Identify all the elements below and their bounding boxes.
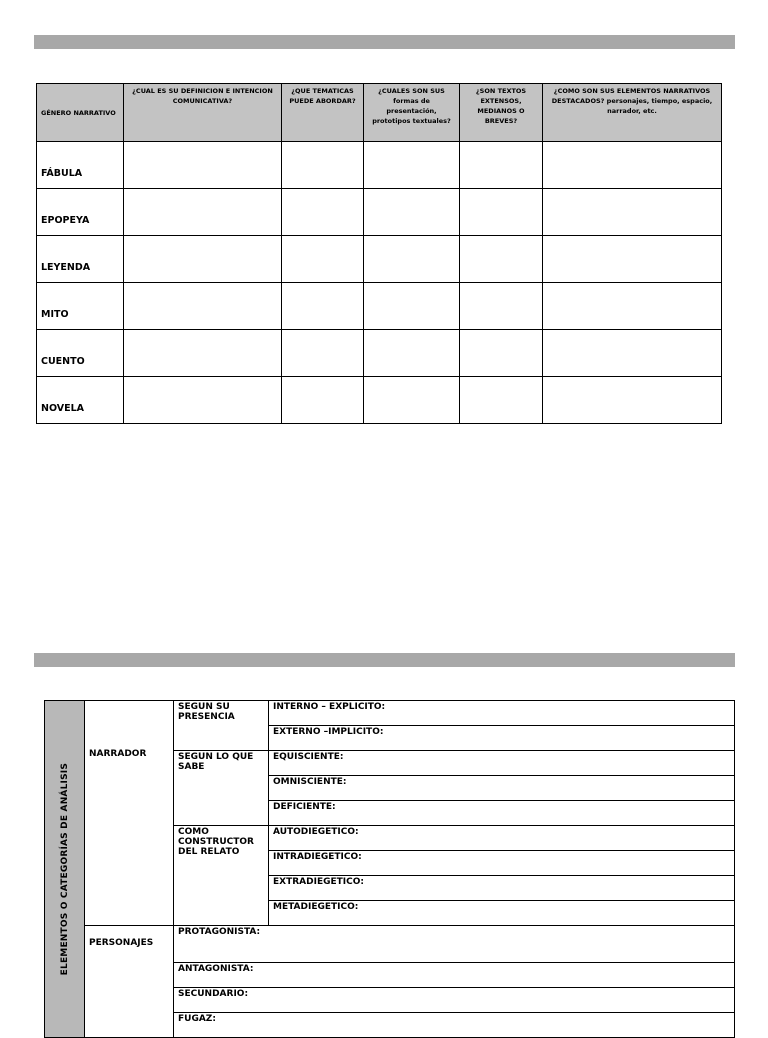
narrative-genres-table [36,83,722,424]
answer-cell[interactable] [124,236,282,283]
answer-cell[interactable] [364,377,460,424]
table-row [37,330,722,377]
field-autodiegetico[interactable]: AUTODIEGETICO: [269,826,735,851]
field-fugaz[interactable]: FUGAZ: [174,1013,735,1038]
section-header-bar [34,35,735,49]
field-antagonista[interactable]: ANTAGONISTA: [174,963,735,988]
field-equisciente[interactable]: EQUISCIENTE: [269,751,735,776]
genre-label: MITO [37,283,124,330]
analysis-categories-table [44,700,735,1038]
genre-label: FÁBULA [37,142,124,189]
genre-label: LEYENDA [37,236,124,283]
field-secundario[interactable]: SECUNDARIO: [174,988,735,1013]
answer-cell[interactable] [364,330,460,377]
answer-cell[interactable] [282,142,364,189]
field-internal-explicit[interactable]: INTERNO – EXPLICITO: [269,701,735,726]
answer-cell[interactable] [364,236,460,283]
field-deficiente[interactable]: DEFICIENTE: [269,801,735,826]
header-forms: ¿CUALES SON SUS formas de presentación, prototipos textuales? [364,84,460,142]
genre-label: EPOPEYA [37,189,124,236]
answer-cell[interactable] [124,377,282,424]
genre-label: NOVELA [37,377,124,424]
answer-cell[interactable] [124,142,282,189]
answer-cell[interactable] [460,142,543,189]
answer-cell[interactable] [124,330,282,377]
answer-cell[interactable] [543,189,722,236]
answer-cell[interactable] [364,283,460,330]
answer-cell[interactable] [460,283,543,330]
table-header-row [37,84,722,142]
header-length: ¿SON TEXTOS EXTENSOS, MEDIANOS O BREVES? [460,84,543,142]
answer-cell[interactable] [124,189,282,236]
header-definition: ¿CUAL ES SU DEFINICION E INTENCION COMUNICATIVA? [124,84,282,142]
header-topics: ¿QUE TEMATICAS PUEDE ABORDAR? [282,84,364,142]
side-label-cell [45,701,85,1038]
header-elements: ¿COMO SON SUS ELEMENTOS NARRATIVOS DESTACADOS? personajes, tiempo, espacio, narrador, etc. [543,84,722,142]
answer-cell[interactable] [460,377,543,424]
personajes-label: PERSONAJES [85,926,174,1038]
field-external-implicit[interactable]: EXTERNO –IMPLICITO: [269,726,735,751]
table-row [37,236,722,283]
answer-cell[interactable] [282,236,364,283]
header-genre: GÉNERO NARRATIVO [37,84,124,142]
answer-cell[interactable] [282,377,364,424]
presence-label: SEGUN SU PRESENCIA [174,701,269,751]
section-header-bar [34,653,735,667]
answer-cell[interactable] [543,142,722,189]
answer-cell[interactable] [543,236,722,283]
answer-cell[interactable] [543,330,722,377]
genre-label: CUENTO [37,330,124,377]
answer-cell[interactable] [460,330,543,377]
answer-cell[interactable] [543,283,722,330]
answer-cell[interactable] [282,330,364,377]
answer-cell[interactable] [364,142,460,189]
answer-cell[interactable] [460,236,543,283]
table-row [37,283,722,330]
table-row [37,377,722,424]
answer-cell[interactable] [364,189,460,236]
narrador-label: NARRADOR [85,701,174,926]
field-metadiegetico[interactable]: METADIEGETICO: [269,901,735,926]
field-protagonista[interactable]: PROTAGONISTA: [174,926,735,963]
answer-cell[interactable] [460,189,543,236]
constructor-label: COMO CONSTRUCTOR DEL RELATO [174,826,269,926]
field-extradiegetico[interactable]: EXTRADIEGETICO: [269,876,735,901]
answer-cell[interactable] [282,189,364,236]
table-row [37,142,722,189]
table-row [37,189,722,236]
answer-cell[interactable] [543,377,722,424]
knowledge-label: SEGUN LO QUE SABE [174,751,269,826]
field-omnisciente[interactable]: OMNISCIENTE: [269,776,735,801]
field-intradiegetico[interactable]: INTRADIEGETICO: [269,851,735,876]
side-label: ELEMENTOS O CATEGORÍAS DE ANÁLISIS [59,762,70,976]
answer-cell[interactable] [124,283,282,330]
answer-cell[interactable] [282,283,364,330]
